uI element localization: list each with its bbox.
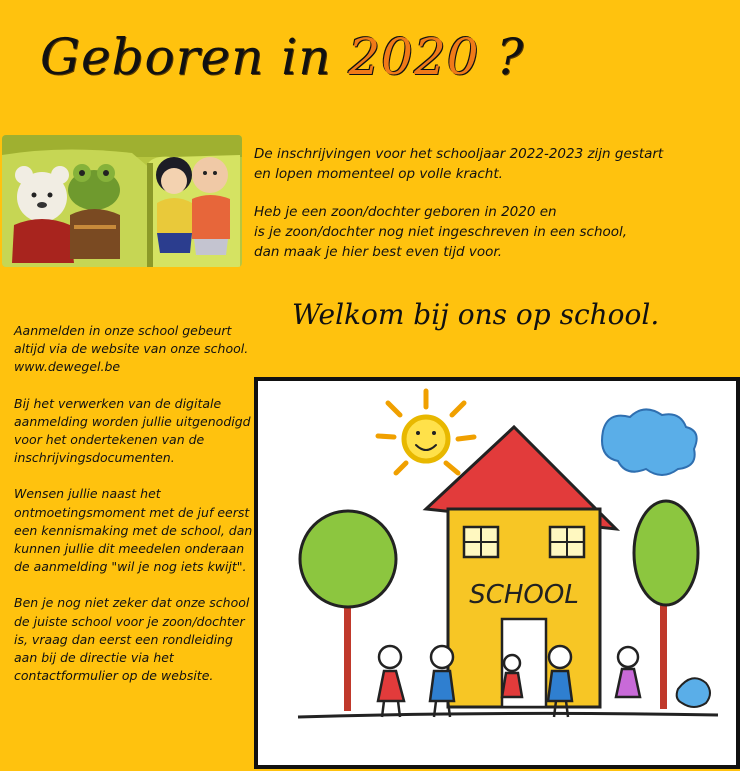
title-prefix: Geboren in (40, 28, 349, 86)
school-sign: SCHOOL (469, 580, 579, 610)
page-title (40, 28, 680, 86)
sidebar-text (14, 322, 254, 703)
title-year: 2020 (348, 28, 480, 86)
title-suffix: ? (479, 28, 525, 86)
sidebar-paragraph: Aanmelden in onze school gebeurt altijd via de website van onze school. www.dewegel.be (14, 323, 249, 375)
sidebar-paragraph: Ben je nog niet zeker dat onze school de juiste school voor je zoon/dochter is, vraag dan eerst een rondleiding aan bij de directie via het contactformulier op de website. (14, 595, 250, 684)
welcome-heading: Welkom bij ons op school. (292, 298, 660, 331)
intro-paragraph: Heb je een zoon/dochter geboren in 2020 en is je zoon/dochter nog niet ingeschreven in een school, dan maak je hier best even tijd voor. (254, 204, 628, 260)
intro-paragraph: De inschrijvingen voor het schooljaar 2022-2023 zijn gestart en lopen momenteel op volle kracht. (254, 146, 664, 182)
stuffed-toys-photo (2, 135, 242, 267)
sidebar-paragraph: Wensen jullie naast het ontmoetingsmoment met de juf eerst een kennismaking met de school, dan kunnen jullie dit meedelen onderaan de aanmelding "wil je nog iets kwijt". (14, 486, 253, 575)
school-drawing (254, 377, 740, 769)
sun-icon (378, 391, 474, 473)
intro-text (254, 144, 740, 280)
cloud-icon (602, 409, 697, 475)
bird-icon (677, 678, 710, 707)
sidebar-paragraph: Bij het verwerken van de digitale aanmelding worden jullie uitgenodigd voor het ondertekenen van de inschrijvingsdocumenten. (14, 395, 251, 466)
